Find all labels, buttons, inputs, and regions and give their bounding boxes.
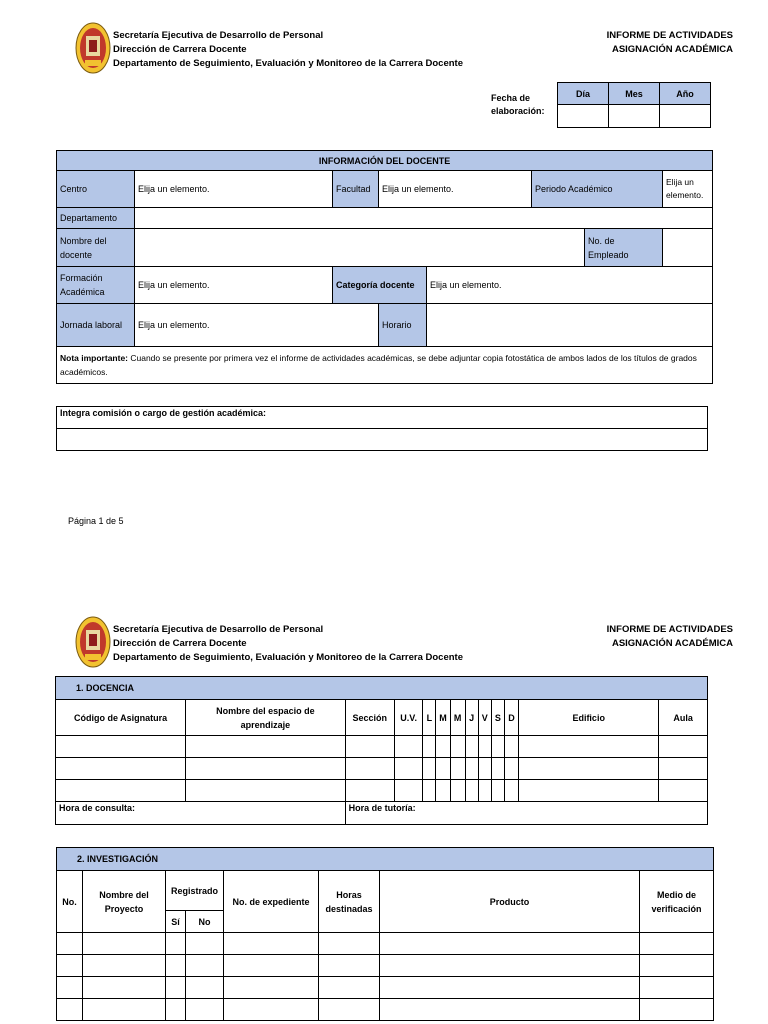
- comision-table: [56, 406, 708, 451]
- col-nombre-espacio-2: aprendizaje: [240, 719, 291, 730]
- cell[interactable]: [504, 780, 518, 802]
- facultad-select[interactable]: Elija un elemento.: [379, 171, 532, 208]
- cell[interactable]: [519, 780, 659, 802]
- cell[interactable]: [395, 736, 423, 758]
- cell[interactable]: [319, 933, 380, 955]
- investigacion-row: [57, 999, 714, 1021]
- col-nombre-proyecto-2: Proyecto: [104, 903, 144, 914]
- no-empleado-label-2: Empleado: [588, 249, 629, 260]
- cell[interactable]: [478, 780, 491, 802]
- col-nombre-proyecto: [83, 871, 166, 933]
- fecha-dia-header: Día: [558, 83, 609, 105]
- cell[interactable]: [186, 977, 224, 999]
- cell[interactable]: [186, 933, 224, 955]
- fecha-anio-input[interactable]: [660, 105, 711, 128]
- cell[interactable]: [224, 955, 319, 977]
- centro-label: Centro: [57, 171, 135, 208]
- nota-importante: [57, 347, 713, 384]
- cell[interactable]: [345, 758, 394, 780]
- col-expediente: No. de expediente: [224, 871, 319, 933]
- periodo-label: Periodo Académico: [532, 171, 663, 208]
- cell[interactable]: [640, 933, 714, 955]
- docencia-row: [56, 736, 708, 758]
- cell[interactable]: [659, 736, 708, 758]
- report-title-line-2: ASIGNACIÓN ACADÉMICA: [611, 44, 733, 55]
- formacion-label-1: Formación: [60, 273, 103, 283]
- col-edificio: Edificio: [519, 700, 659, 736]
- page-number: Página 1 de 5: [68, 516, 124, 526]
- col-nombre-espacio: [186, 700, 345, 736]
- cell[interactable]: [423, 780, 436, 802]
- cell[interactable]: [450, 736, 465, 758]
- docencia-row: [56, 780, 708, 802]
- cell[interactable]: [380, 977, 640, 999]
- fecha-mes-header: Mes: [609, 83, 660, 105]
- cell[interactable]: [465, 736, 478, 758]
- investigacion-row: [57, 977, 714, 999]
- cell[interactable]: [640, 999, 714, 1021]
- info-docente-table: [56, 150, 713, 384]
- cell[interactable]: [659, 758, 708, 780]
- col-day-j: J: [465, 700, 478, 736]
- docencia-row: [56, 758, 708, 780]
- col-aula: Aula: [659, 700, 708, 736]
- header-institution: [113, 29, 463, 71]
- cell[interactable]: [395, 758, 423, 780]
- header2-line-1: Secretaría Ejecutiva de Desarrollo de Personal: [113, 624, 324, 635]
- cell[interactable]: [659, 780, 708, 802]
- categoria-select[interactable]: Elija un elemento.: [427, 267, 713, 304]
- cell[interactable]: [186, 955, 224, 977]
- cell[interactable]: [83, 955, 166, 977]
- col-horas-1: Horas: [336, 889, 362, 900]
- departamento-input[interactable]: [135, 208, 713, 229]
- fecha-table: [557, 82, 711, 128]
- formacion-select[interactable]: Elija un elemento.: [135, 267, 333, 304]
- cell[interactable]: [450, 780, 465, 802]
- fecha-anio-header: Año: [660, 83, 711, 105]
- cell[interactable]: [57, 977, 83, 999]
- cell[interactable]: [465, 780, 478, 802]
- col-codigo-asignatura: Código de Asignatura: [56, 700, 186, 736]
- header-institution-2: [113, 623, 463, 665]
- cell[interactable]: [436, 736, 450, 758]
- cell[interactable]: [478, 736, 491, 758]
- cell[interactable]: [186, 736, 345, 758]
- cell[interactable]: [186, 999, 224, 1021]
- col-producto: Producto: [380, 871, 640, 933]
- col-seccion: Sección: [345, 700, 394, 736]
- university-seal-logo: [75, 22, 111, 74]
- fecha-mes-input[interactable]: [609, 105, 660, 128]
- jornada-select[interactable]: Elija un elemento.: [135, 304, 379, 347]
- comision-label: Integra comisión o cargo de gestión académica:: [57, 407, 708, 429]
- header2-line-3: Departamento de Seguimiento, Evaluación y Monitoreo de la Carrera Docente: [113, 652, 464, 663]
- cell[interactable]: [436, 780, 450, 802]
- hora-consulta-label: Hora de consulta:: [56, 802, 346, 825]
- cell[interactable]: [166, 933, 186, 955]
- cell[interactable]: [423, 736, 436, 758]
- cell[interactable]: [166, 999, 186, 1021]
- header-line-2: Dirección de Carrera Docente: [113, 44, 247, 55]
- no-empleado-label-1: No. de: [588, 235, 615, 246]
- col-nombre-espacio-1: Nombre del espacio de: [216, 705, 315, 716]
- periodo-select[interactable]: [663, 171, 713, 208]
- header-line-1: Secretaría Ejecutiva de Desarrollo de Personal: [113, 30, 324, 41]
- cell[interactable]: [83, 977, 166, 999]
- report-title2-line-1: INFORME DE ACTIVIDADES: [606, 624, 733, 635]
- info-docente-title: INFORMACIÓN DEL DOCENTE: [57, 151, 713, 171]
- fecha-label-line-2: elaboración:: [491, 106, 545, 116]
- nombre-docente-label-2: docente: [60, 249, 93, 260]
- col-nombre-proyecto-1: Nombre del: [99, 889, 149, 900]
- cell[interactable]: [395, 780, 423, 802]
- cell[interactable]: [491, 780, 504, 802]
- comision-input[interactable]: [57, 429, 708, 451]
- no-empleado-input[interactable]: [663, 229, 713, 267]
- cell[interactable]: [465, 758, 478, 780]
- cell[interactable]: [83, 999, 166, 1021]
- nota-importante-bold: Nota importante:: [60, 353, 128, 363]
- cell[interactable]: [380, 999, 640, 1021]
- jornada-label: Jornada laboral: [57, 304, 135, 347]
- investigacion-row: [57, 955, 714, 977]
- col-uv: U.V.: [395, 700, 423, 736]
- periodo-select-line-1: Elija un: [666, 177, 694, 187]
- nombre-docente-label-1: Nombre del: [60, 235, 107, 246]
- cell[interactable]: [224, 999, 319, 1021]
- cell[interactable]: [56, 780, 186, 802]
- col-registrado-si: Sí: [166, 911, 186, 933]
- cell[interactable]: [57, 999, 83, 1021]
- nombre-docente-input[interactable]: [135, 229, 585, 267]
- horario-input[interactable]: [427, 304, 713, 347]
- cell[interactable]: [166, 977, 186, 999]
- cell[interactable]: [166, 955, 186, 977]
- no-empleado-label: [585, 229, 663, 267]
- report-title-line-1: INFORME DE ACTIVIDADES: [606, 30, 733, 41]
- nota-importante-text: Cuando se presente por primera vez el informe de actividades académicas, se debe adjuntar copia fotostática de ambos lados de los títulos de grados académicos.: [60, 353, 697, 377]
- cell[interactable]: [186, 758, 345, 780]
- cell[interactable]: [224, 977, 319, 999]
- cell[interactable]: [56, 736, 186, 758]
- cell[interactable]: [319, 999, 380, 1021]
- cell[interactable]: [491, 736, 504, 758]
- investigacion-row: [57, 933, 714, 955]
- cell[interactable]: [57, 933, 83, 955]
- cell[interactable]: [640, 955, 714, 977]
- university-seal-logo-2: [75, 616, 111, 668]
- cell[interactable]: [319, 977, 380, 999]
- cell[interactable]: [319, 955, 380, 977]
- col-day-l: L: [423, 700, 436, 736]
- cell[interactable]: [380, 933, 640, 955]
- cell[interactable]: [478, 758, 491, 780]
- col-day-d: D: [504, 700, 518, 736]
- fecha-label-line-1: Fecha de: [491, 93, 531, 103]
- cell[interactable]: [423, 758, 436, 780]
- facultad-label: Facultad: [333, 171, 379, 208]
- cell[interactable]: [519, 736, 659, 758]
- col-medio-2: verificación: [651, 903, 702, 914]
- col-day-m2: M: [450, 700, 465, 736]
- col-day-v: V: [478, 700, 491, 736]
- col-registrado: Registrado: [166, 871, 224, 911]
- cell[interactable]: [186, 780, 345, 802]
- col-registrado-no: No: [186, 911, 224, 933]
- cell[interactable]: [450, 758, 465, 780]
- cell[interactable]: [56, 758, 186, 780]
- col-horas-2: destinadas: [325, 903, 373, 914]
- header-report-title: [607, 29, 733, 57]
- cell[interactable]: [57, 955, 83, 977]
- docencia-table: [55, 676, 708, 825]
- cell[interactable]: [504, 736, 518, 758]
- header2-line-2: Dirección de Carrera Docente: [113, 638, 247, 649]
- col-medio: [640, 871, 714, 933]
- col-day-s: S: [491, 700, 504, 736]
- docencia-title: 1. DOCENCIA: [56, 677, 708, 700]
- cell[interactable]: [436, 758, 450, 780]
- fecha-dia-input[interactable]: [558, 105, 609, 128]
- col-medio-1: Medio de: [657, 889, 697, 900]
- col-horas: [319, 871, 380, 933]
- cell[interactable]: [504, 758, 518, 780]
- cell[interactable]: [345, 736, 394, 758]
- header-line-3: Departamento de Seguimiento, Evaluación y Monitoreo de la Carrera Docente: [113, 58, 464, 69]
- centro-select[interactable]: Elija un elemento.: [135, 171, 333, 208]
- investigacion-title: 2. INVESTIGACIÓN: [57, 848, 714, 871]
- departamento-label: Departamento: [57, 208, 135, 229]
- col-no: No.: [57, 871, 83, 933]
- formacion-label-2: Académica: [60, 287, 105, 297]
- nombre-docente-label: [57, 229, 135, 267]
- categoria-label: Categoría docente: [333, 267, 427, 304]
- formacion-label: [57, 267, 135, 304]
- cell[interactable]: [640, 977, 714, 999]
- cell[interactable]: [345, 780, 394, 802]
- header-report-title-2: [607, 623, 733, 651]
- fecha-label: [491, 92, 545, 118]
- horario-label: Horario: [379, 304, 427, 347]
- cell[interactable]: [83, 933, 166, 955]
- cell[interactable]: [380, 955, 640, 977]
- hora-tutoria-label: Hora de tutoría:: [345, 802, 707, 825]
- investigacion-table: [56, 847, 714, 1021]
- periodo-select-line-2: elemento.: [666, 190, 704, 200]
- cell[interactable]: [224, 933, 319, 955]
- cell[interactable]: [519, 758, 659, 780]
- report-title2-line-2: ASIGNACIÓN ACADÉMICA: [611, 638, 733, 649]
- col-day-m1: M: [436, 700, 450, 736]
- cell[interactable]: [491, 758, 504, 780]
